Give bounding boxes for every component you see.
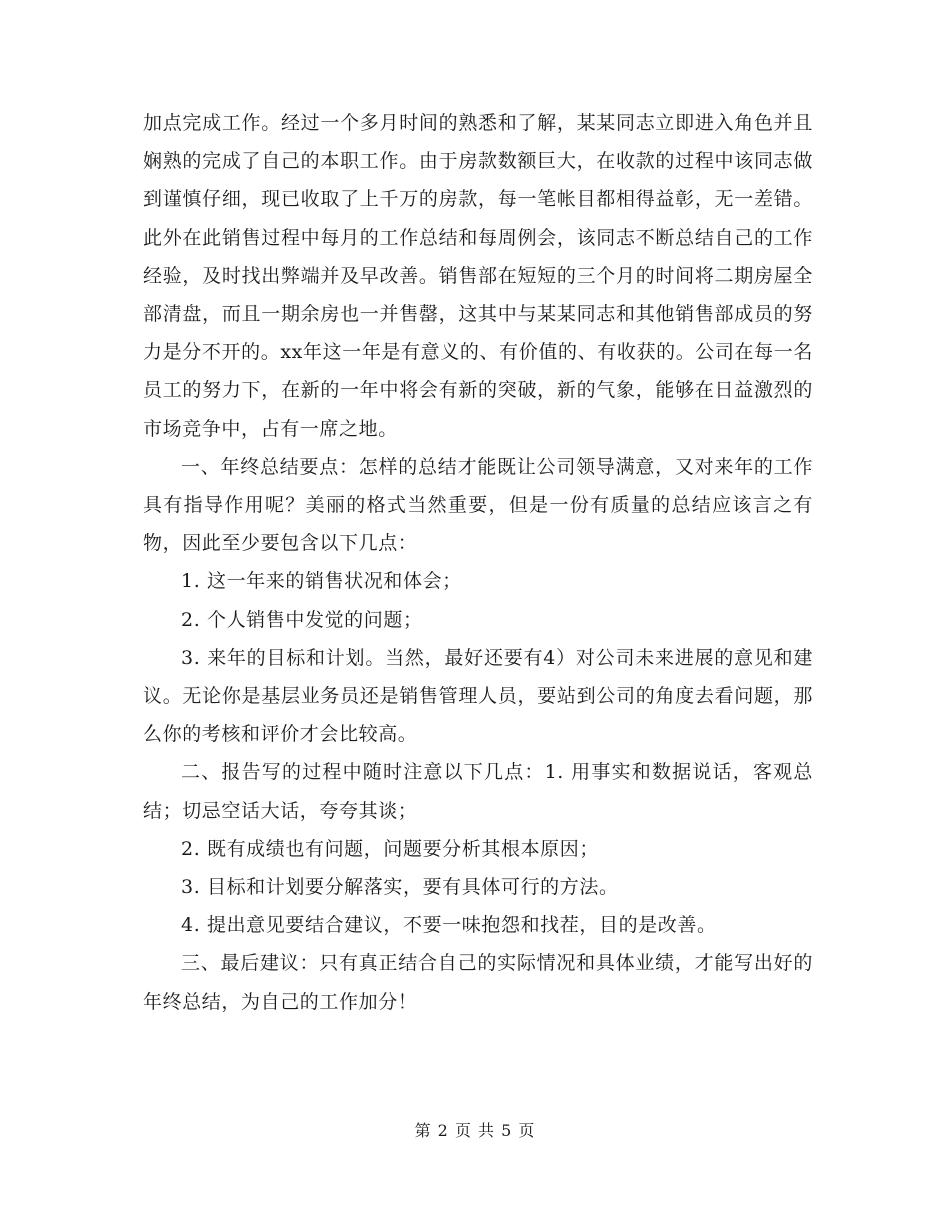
list-item-suggestions: 4. 提出意见要结合建议，不要一味抱怨和找茬，目的是改善。 [181, 914, 717, 937]
document-body [143, 104, 813, 1021]
list-item-goals-plans: 3. 来年的目标和计划。当然，最好还要有4）对公司未来进展的意见和建议。无论你是基层业务员还是销售管理人员，要站到公司的角度去看问题，那么你的考核和评价才会比较高。 [143, 646, 813, 746]
paragraph-summary-points: 一、年终总结要点：怎样的总结才能既让公司领导满意，又对来年的工作具有指导作用呢？美丽的格式当然重要，但是一份有质量的总结应该言之有物，因此至少要包含以下几点： [143, 455, 813, 555]
paragraph-final-advice: 三、最后建议：只有真正结合自己的实际情况和具体业绩，才能写出好的年终总结，为自己的工作加分！ [143, 952, 813, 1013]
paragraph-continued-work: 加点完成工作。经过一个多月时间的熟悉和了解，某某同志立即进入角色并且娴熟的完成了自己的本职工作。由于房款数额巨大，在收款的过程中该同志做到谨慎仔细，现已收取了上千万的房款，每一笔帐目都相得益彰，无一差错。此外在此销售过程中每月的工作总结和每周例会，该同志不断总结自己的工作经验，及时找出弊端并及早改善。销售部在短短的三个月的时间将二期房屋全部清盘，而且一期余房也一并售罄，这其中与某某同志和其他销售部成员的努力是分不开的。xx年这一年是有意义的、有价值的、有收获的。公司在每一名员工的努力下，在新的一年中将会有新的突破，新的气象，能够在日益激烈的市场竞争中，占有一席之地。 [143, 112, 813, 440]
list-item-achievements-problems: 2. 既有成绩也有问题，问题要分析其根本原因； [181, 837, 599, 860]
page-number-footer: 第 2 页 共 5 页 [414, 1121, 536, 1140]
paragraph-writing-notes: 二、报告写的过程中随时注意以下几点：1. 用事实和数据说话，客观总结；切忌空话大话，夸夸其谈； [143, 761, 813, 822]
list-item-sales-status: 1. 这一年来的销售状况和体会； [181, 570, 462, 593]
list-item-problems: 2. 个人销售中发觉的问题； [181, 608, 423, 631]
list-item-goal-breakdown: 3. 目标和计划要分解落实，要有具体可行的方法。 [181, 876, 619, 899]
